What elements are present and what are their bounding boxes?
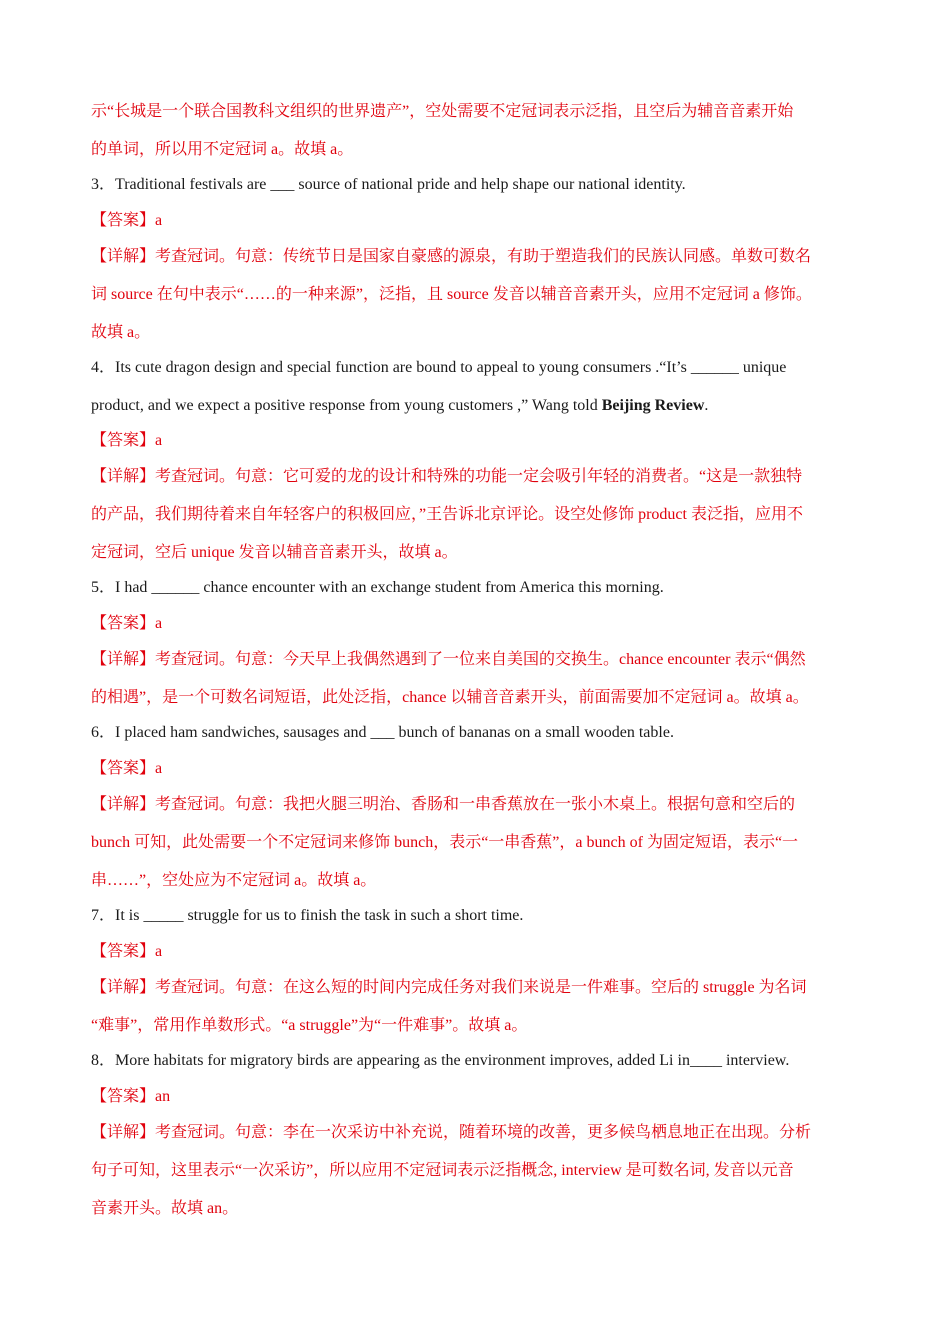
answer-7: 【答案】a: [91, 943, 163, 960]
question-8: 8．More habitats for migratory birds are appearing as the environment improves, added Li in____ interview.: [91, 1052, 790, 1069]
detail-7-line-2: “难事”，常用作单数形式。“a struggle”为“一件难事”。故填 a。: [91, 1017, 528, 1034]
question-4-line-2: product, and we expect a positive response from young customers ,” Wang told Beijing Review.: [91, 397, 709, 414]
intro-line-1: 示“长城是一个联合国教科文组织的世界遗产”，空处需要不定冠词表示泛指，且空后为辅音音素开始: [91, 103, 794, 120]
detail-4-line-3: 定冠词，空后 unique 发音以辅音音素开头，故填 a。: [91, 544, 458, 561]
detail-7-line-1: 【详解】考查冠词。句意：在这么短的时间内完成任务对我们来说是一件难事。空后的 struggle 为名词: [91, 979, 807, 996]
question-4-line-1: 4．Its cute dragon design and special function are bound to appeal to young consumers .“It’s ______ unique: [91, 359, 787, 376]
detail-4-line-1: 【详解】考查冠词。句意：它可爱的龙的设计和特殊的功能一定会吸引年轻的消费者。“这是一款独特: [91, 468, 803, 485]
detail-3-line-3: 故填 a。: [91, 324, 151, 341]
answer-3: 【答案】a: [91, 212, 163, 229]
answer-5: 【答案】a: [91, 615, 163, 632]
answer-6: 【答案】a: [91, 760, 163, 777]
question-6: 6．I placed ham sandwiches, sausages and ___ bunch of bananas on a small wooden table.: [91, 724, 674, 741]
detail-6-line-3: 串……”，空处应为不定冠词 a。故填 a。: [91, 872, 377, 889]
question-3: 3．Traditional festivals are ___ source of national pride and help shape our national identity.: [91, 176, 686, 193]
answer-8: 【答案】an: [91, 1088, 171, 1105]
detail-3-line-2: 词 source 在句中表示“……的一种来源”，泛指，且 source 发音以辅音音素开头，应用不定冠词 a 修饰。: [91, 286, 812, 303]
detail-5-line-1: 【详解】考查冠词。句意：今天早上我偶然遇到了一位来自美国的交换生。chance encounter 表示“偶然: [91, 651, 806, 668]
detail-3-line-1: 【详解】考查冠词。句意：传统节日是国家自豪感的源泉，有助于塑造我们的民族认同感。单数可数名: [91, 248, 812, 265]
detail-6-line-1: 【详解】考查冠词。句意：我把火腿三明治、香肠和一串香蕉放在一张小木桌上。根据句意和空后的: [91, 796, 796, 813]
detail-4-line-2: 的产品，我们期待着来自年轻客户的积极回应，”王告诉北京评论。设空处修饰 product 表泛指，应用不: [91, 506, 803, 523]
intro-line-2: 的单词，所以用不定冠词 a。故填 a。: [91, 141, 354, 158]
question-5: 5．I had ______ chance encounter with an exchange student from America this morning.: [91, 579, 664, 596]
detail-8-line-2: 句子可知，这里表示“一次采访”，所以应用不定冠词表示泛指概念, interview 是可数名词, 发音以元音: [91, 1162, 794, 1179]
question-7: 7．It is _____ struggle for us to finish the task in such a short time.: [91, 907, 524, 924]
detail-5-line-2: 的相遇”，是一个可数名词短语，此处泛指，chance 以辅音音素开头，前面需要加不定冠词 a。故填 a。: [91, 689, 809, 706]
detail-8-line-3: 音素开头。故填 an。: [91, 1200, 239, 1217]
detail-6-line-2: bunch 可知，此处需要一个不定冠词来修饰 bunch，表示“一串香蕉”，a bunch of 为固定短语，表示“一: [91, 834, 799, 851]
journal-title: Beijing Review: [601, 397, 705, 414]
detail-8-line-1: 【详解】考查冠词。句意：李在一次采访中补充说，随着环境的改善，更多候鸟栖息地正在出现。分析: [91, 1124, 812, 1141]
answer-4: 【答案】a: [91, 432, 163, 449]
